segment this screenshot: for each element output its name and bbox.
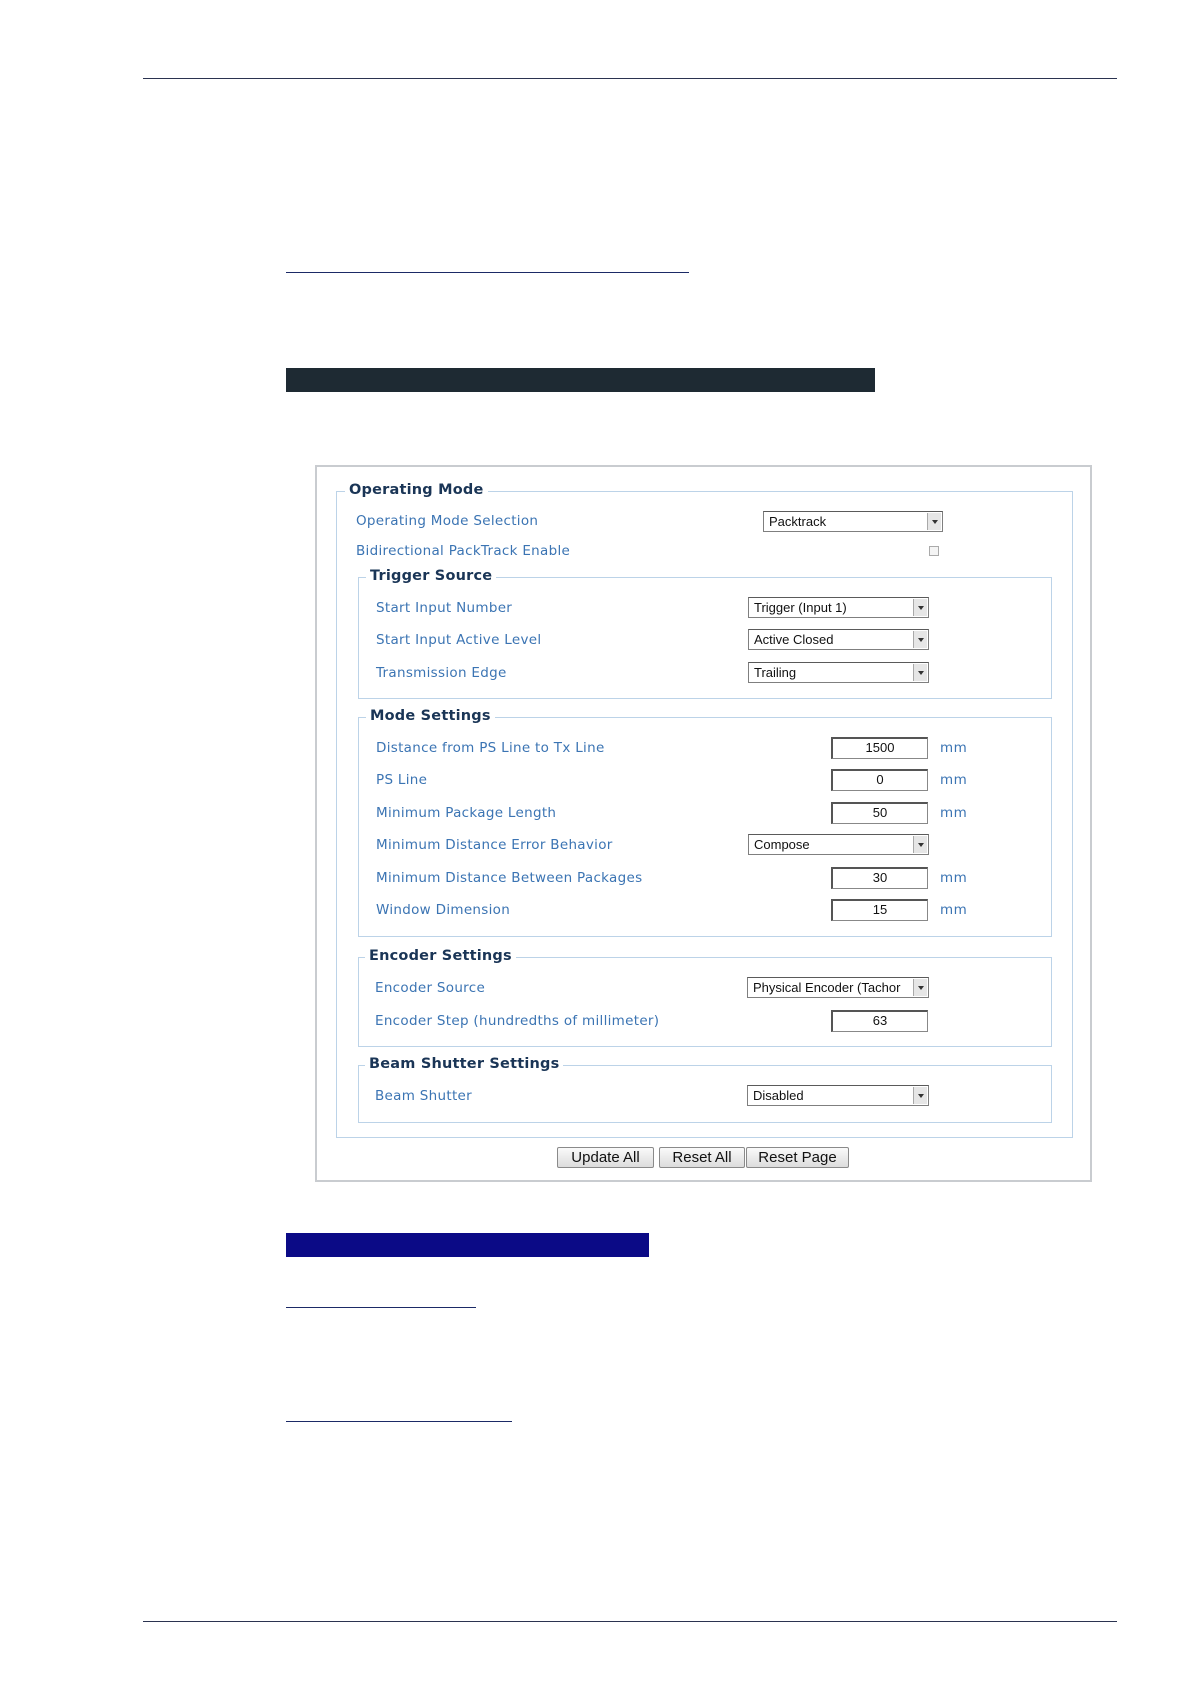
window-dimension-unit: mm (940, 902, 968, 918)
chevron-down-icon[interactable] (913, 979, 927, 996)
link-underline-1 (286, 1307, 476, 1308)
encoder-source-select[interactable] (747, 977, 929, 998)
min-distance-between-unit: mm (940, 870, 968, 886)
encoder-step-input[interactable]: 63 (831, 1010, 928, 1032)
window-dimension-label: Window Dimension (376, 902, 511, 918)
reset-page-button[interactable]: Reset Page (746, 1147, 849, 1168)
operating-mode-select-value: Packtrack (769, 514, 827, 529)
heading-underline (286, 272, 689, 273)
ps-line-input[interactable]: 0 (831, 769, 928, 791)
operating-mode-select[interactable] (763, 511, 943, 532)
reset-all-button[interactable]: Reset All (659, 1147, 745, 1168)
transmission-edge-value: Trailing (754, 665, 797, 680)
beam-shutter-label: Beam Shutter (375, 1088, 473, 1104)
chevron-down-icon[interactable] (913, 631, 927, 648)
redacted-caption-bar (286, 1233, 649, 1257)
min-package-length-label: Minimum Package Length (376, 805, 557, 821)
transmission-edge-select[interactable] (748, 662, 929, 683)
ps-line-label: PS Line (376, 772, 428, 788)
bidirectional-packtrack-checkbox[interactable] (929, 546, 939, 556)
operating-mode-legend: Operating Mode (345, 482, 488, 498)
encoder-settings-fieldset (358, 957, 1052, 1047)
encoder-step-label: Encoder Step (hundredths of millimeter) (375, 1013, 660, 1029)
chevron-down-icon[interactable] (913, 599, 927, 616)
mode-settings-legend: Mode Settings (366, 708, 495, 724)
distance-ps-tx-unit: mm (940, 740, 968, 756)
ps-line-unit: mm (940, 772, 968, 788)
chevron-down-icon[interactable] (913, 836, 927, 853)
start-input-active-level-value: Active Closed (754, 632, 834, 647)
min-distance-error-value: Compose (754, 837, 810, 852)
window-dimension-input[interactable]: 15 (831, 899, 928, 921)
chevron-down-icon[interactable] (913, 664, 927, 681)
min-distance-error-label: Minimum Distance Error Behavior (376, 837, 613, 853)
start-input-number-value: Trigger (Input 1) (754, 600, 847, 615)
link-underline-2 (286, 1421, 512, 1422)
min-distance-between-label: Minimum Distance Between Packages (376, 870, 643, 886)
beam-shutter-select[interactable] (747, 1085, 929, 1106)
header-rule (143, 78, 1117, 79)
operating-mode-selection-label: Operating Mode Selection (356, 513, 539, 529)
update-all-button[interactable]: Update All (557, 1147, 654, 1168)
min-package-length-unit: mm (940, 805, 968, 821)
start-input-number-label: Start Input Number (376, 600, 513, 616)
footer-rule (143, 1621, 1117, 1622)
distance-ps-tx-input[interactable]: 1500 (831, 737, 928, 759)
beam-shutter-legend: Beam Shutter Settings (365, 1056, 563, 1072)
min-package-length-input[interactable]: 50 (831, 802, 928, 824)
min-distance-between-input[interactable]: 30 (831, 867, 928, 889)
chevron-down-icon[interactable] (927, 513, 941, 530)
distance-ps-tx-label: Distance from PS Line to Tx Line (376, 740, 605, 756)
bidirectional-packtrack-label: Bidirectional PackTrack Enable (356, 543, 571, 559)
start-input-active-level-select[interactable] (748, 629, 929, 650)
encoder-source-label: Encoder Source (375, 980, 486, 996)
encoder-settings-legend: Encoder Settings (365, 948, 516, 964)
min-distance-error-select[interactable] (748, 834, 929, 855)
start-input-active-level-label: Start Input Active Level (376, 632, 542, 648)
start-input-number-select[interactable] (748, 597, 929, 618)
beam-shutter-value: Disabled (753, 1088, 804, 1103)
chevron-down-icon[interactable] (913, 1087, 927, 1104)
transmission-edge-label: Transmission Edge (376, 665, 507, 681)
redacted-heading-bar (286, 368, 875, 392)
trigger-source-legend: Trigger Source (366, 568, 496, 584)
encoder-source-value: Physical Encoder (Tachor (753, 980, 901, 995)
